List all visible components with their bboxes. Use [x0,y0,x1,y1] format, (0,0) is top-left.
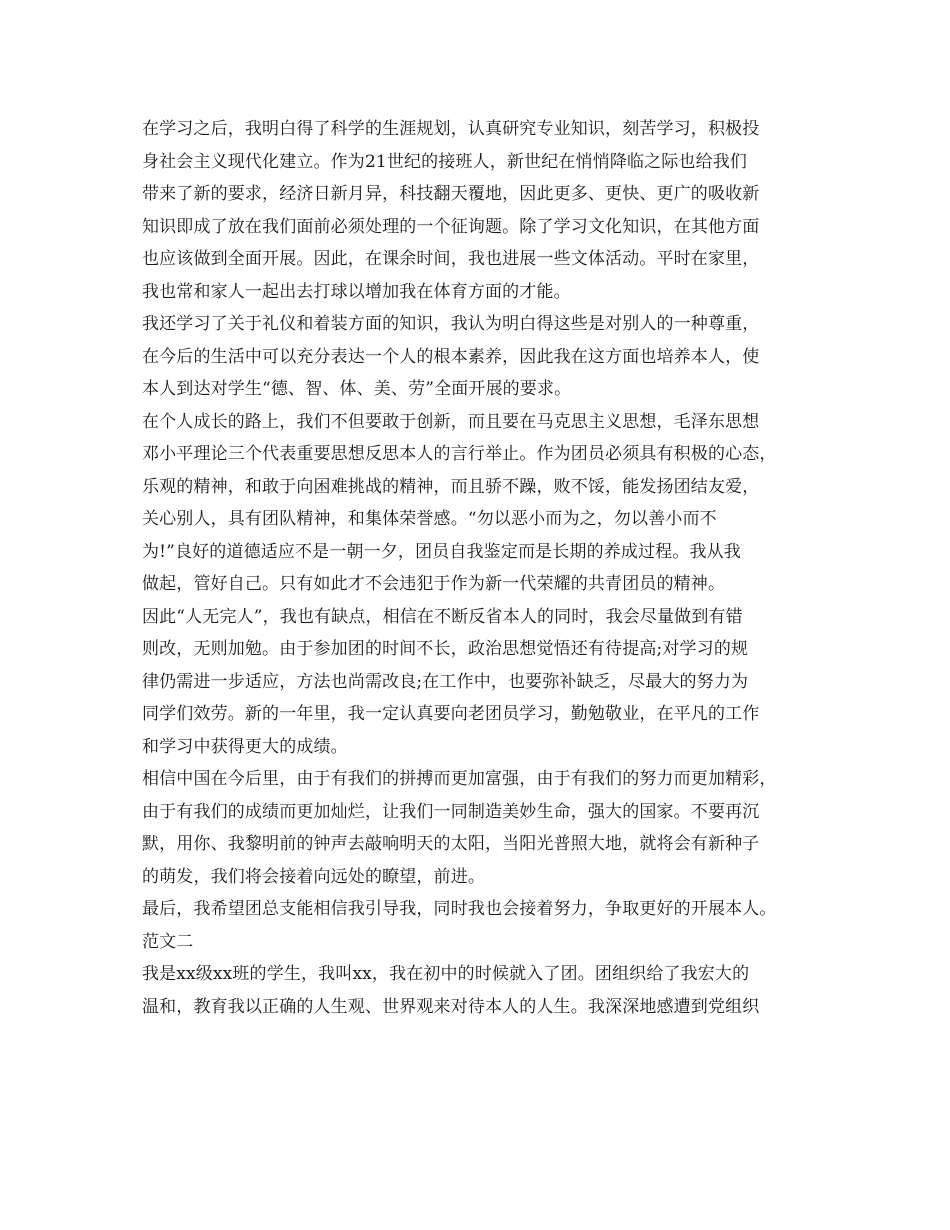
text-line: 知识即成了放在我们面前必须处理的一个征询题。除了学习文化知识，在其他方面 [142,216,760,237]
text-line: 因此“人无完人”，我也有缺点，相信在不断反省本人的同时，我会尽量做到有错 [142,606,743,627]
text-line: 的萌发，我们将会接着向远处的瞭望，前进。 [142,866,485,887]
text-line: 本人到达对学生“德、智、体、美、劳”全面开展的要求。 [142,379,572,399]
text-line: 为!”良好的道德适应不是一朝一夕，团员自我鉴定而是长期的养成过程。我从我 [142,541,741,562]
text-line: 我也常和家人一起出去打球以增加我在体育方面的才能。 [142,281,571,302]
text-line: 带来了新的要求，经济日新月异，科技翻天覆地，因此更多、更快、更广的吸收新 [142,184,760,204]
text-line: 最后，我希望团总支能相信我引导我，同时我也会接着努力，争取更好的开展本人。 [142,899,777,919]
text-line: 在学习之后，我明白得了科学的生涯规划，认真研究专业知识，刻苦学习，积极投 [142,119,760,139]
text-line: 律仍需进一步适应，方法也尚需改良;在工作中，也要弥补缺乏，尽最大的努力为 [142,671,749,692]
text-line: 则改，无则加勉。由于参加团的时间不长，政治思想觉悟还有待提高;对学习的规 [142,639,749,659]
text-line: 相信中国在今后里，由于有我们的拼搏而更加富强，由于有我们的努力而更加精彩， [142,769,777,789]
text-line: 也应该做到全面开展。因此，在课余时间，我也进展一些文体活动。平时在家里， [142,249,760,269]
text-line: 做起，管好自己。只有如此才不会违犯于作为新一代荣耀的共青团员的精神。 [142,574,726,594]
text-line: 在个人成长的路上，我们不但要敢于创新，而且要在马克思主义思想，毛泽东思想 [142,411,760,432]
text-line: 由于有我们的成绩而更加灿烂，让我们一同制造美妙生命，强大的国家。不要再沉 [142,801,760,822]
text-line: 默，用你、我黎明前的钟声去敲响明天的太阳，当阳光普照大地，就将会有新种子 [142,834,760,854]
text-line: 同学们效劳。新的一年里，我一定认真要向老团员学习，勤勉敬业，在平凡的工作 [142,704,760,724]
text-line: 邓小平理论三个代表重要思想反思本人的言行举止。作为团员必须具有积极的心态， [142,444,777,464]
text-line: 我是xx级xx班的学生，我叫xx，我在初中的时候就入了团。团组织给了我宏大的 [142,964,750,984]
document-body [142,113,822,1023]
text-line: 在今后的生活中可以充分表达一个人的根本素养，因此我在这方面也培养本人，使 [142,346,760,367]
text-line: 我还学习了关于礼仪和着装方面的知识，我认为明白得这些是对别人的一种尊重， [142,314,760,334]
text-line: 和学习中获得更大的成绩。 [142,736,348,757]
text-line: 身社会主义现代化建立。作为21世纪的接班人，新世纪在悄悄降临之际也给我们 [142,151,748,172]
text-line: 乐观的精神，和敢于向困难挑战的精神，而且骄不躁，败不馁，能发扬团结友爱， [142,476,760,497]
text-line: 温和，教育我以正确的人生观、世界观来对待本人的人生。我深深地感遭到党组织 [142,996,760,1017]
text-line: 关心别人，具有团队精神，和集体荣誉感。“勿以恶小而为之，勿以善小而不 [142,509,717,529]
section-heading: 范文二 [142,931,194,952]
